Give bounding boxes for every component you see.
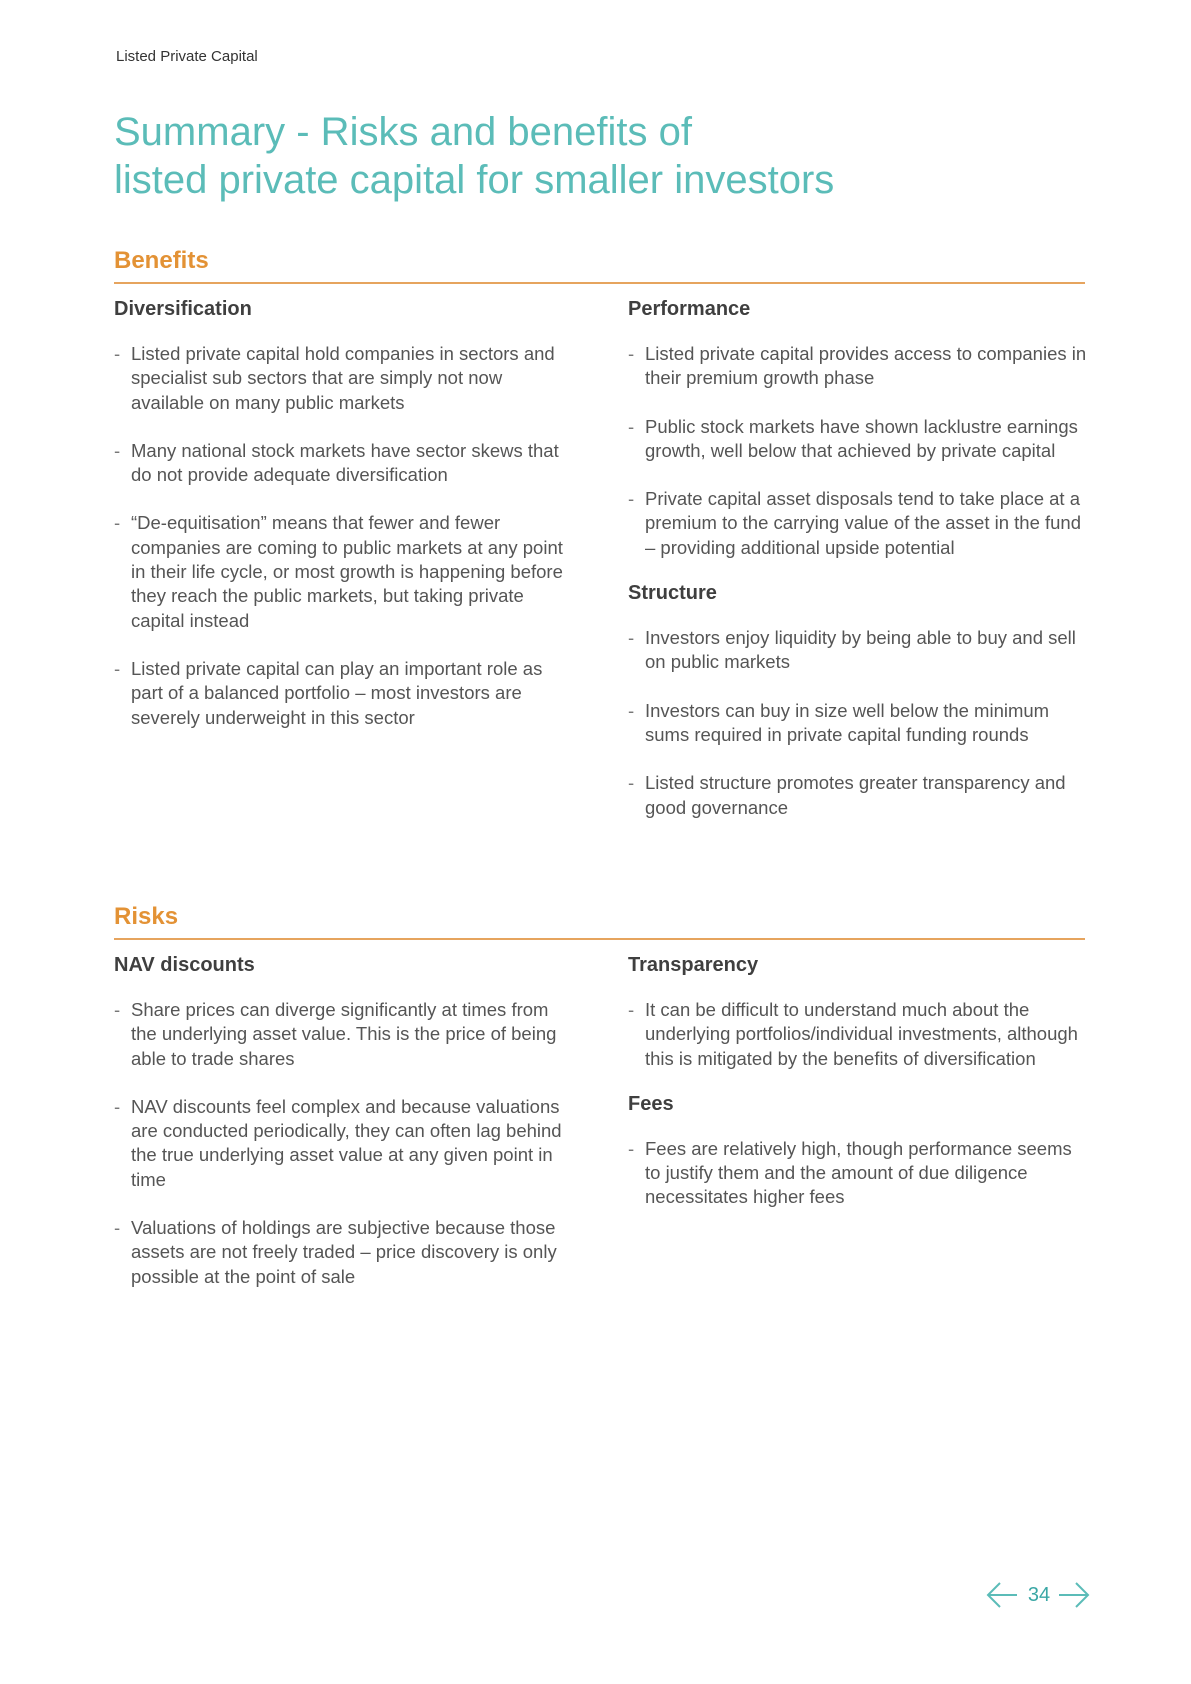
list-item: - Private capital asset disposals tend to take place at a premium to the carrying value of the asset in the fund – providing additional upside potential <box>628 488 1082 558</box>
risks-heading: Risks <box>114 903 179 930</box>
page-number: 34 <box>1027 1584 1051 1606</box>
arrow-left-icon <box>986 1580 1018 1610</box>
performance-list <box>628 342 1088 560</box>
risks-left-column <box>114 952 574 1289</box>
list-item: - It can be difficult to understand much about the underlying portfolios/individual investments, although this is mitigated by the benefits of diversification <box>628 999 1078 1069</box>
group-title-performance: Performance <box>628 298 751 320</box>
list-item: - Listed structure promotes greater transparency and good governance <box>628 772 1066 818</box>
page-navigation <box>986 1580 1090 1610</box>
running-header: Listed Private Capital <box>116 48 258 65</box>
page-title-line-1: Summary - Risks and benefits of <box>114 110 692 154</box>
list-item: - Investors can buy in size well below the minimum sums required in private capital funding rounds <box>628 699 1050 745</box>
list-item: - Listed private capital provides access to companies in their premium growth phase <box>628 343 1087 389</box>
arrow-right-icon <box>1058 1580 1090 1610</box>
list-item: - Fees are relatively high, though performance seems to justify them and the amount of due diligence necessitates higher fees <box>628 1137 1072 1208</box>
risks-columns <box>114 940 1085 1287</box>
list-item: - Listed private capital can play an important role as part of a balanced portfolio – most investors are severely underweight in this sector <box>114 657 543 728</box>
list-item: - Investors enjoy liquidity by being able to buy and sell on public markets <box>628 627 1076 673</box>
transparency-list <box>628 998 1088 1071</box>
list-item: - Valuations of holdings are subjective because those assets are not freely traded – price discovery is only possible at the point of sale <box>114 1217 557 1287</box>
risks-section <box>114 902 1085 1287</box>
list-item: - Share prices can diverge significantly at times from the underlying asset value. This is the price of being able to trade shares <box>114 999 557 1069</box>
page-title <box>114 108 1014 204</box>
nav-discounts-list <box>114 998 574 1289</box>
group-title-transparency: Transparency <box>628 954 759 976</box>
benefits-heading: Benefits <box>114 247 209 274</box>
structure-list <box>628 626 1088 820</box>
next-page-button[interactable] <box>1058 1580 1090 1610</box>
diversification-list <box>114 342 574 730</box>
group-title-structure: Structure <box>628 582 717 605</box>
list-item: - Public stock markets have shown lacklustre earnings growth, well below that achieved by private capital <box>628 415 1078 461</box>
group-title-diversification: Diversification <box>114 298 252 320</box>
benefits-left-column <box>114 296 574 730</box>
group-title-nav-discounts: NAV discounts <box>114 954 255 976</box>
benefits-columns <box>114 284 1087 818</box>
previous-page-button[interactable] <box>986 1580 1018 1610</box>
risks-right-column <box>628 952 1088 1210</box>
page-title-line-2: listed private capital for smaller investors <box>114 158 835 202</box>
group-title-fees: Fees <box>628 1092 674 1115</box>
list-item: - Many national stock markets have sector skews that do not provide adequate diversification <box>114 439 559 486</box>
list-item: - NAV discounts feel complex and because valuations are conducted periodically, they can often lag behind the true underlying asset value at any given point in time <box>114 1095 562 1190</box>
benefits-right-column <box>628 296 1088 820</box>
fees-list <box>628 1137 1088 1210</box>
list-item: - “De-equitisation” means that fewer and fewer companies are coming to public markets at any point in their life cycle, or most growth is happening before they reach the public markets, but taking private capital instead <box>114 512 563 631</box>
list-item: - Listed private capital hold companies in sectors and specialist sub sectors that are simply not now available on many public markets <box>114 343 555 413</box>
benefits-section <box>114 246 1087 818</box>
